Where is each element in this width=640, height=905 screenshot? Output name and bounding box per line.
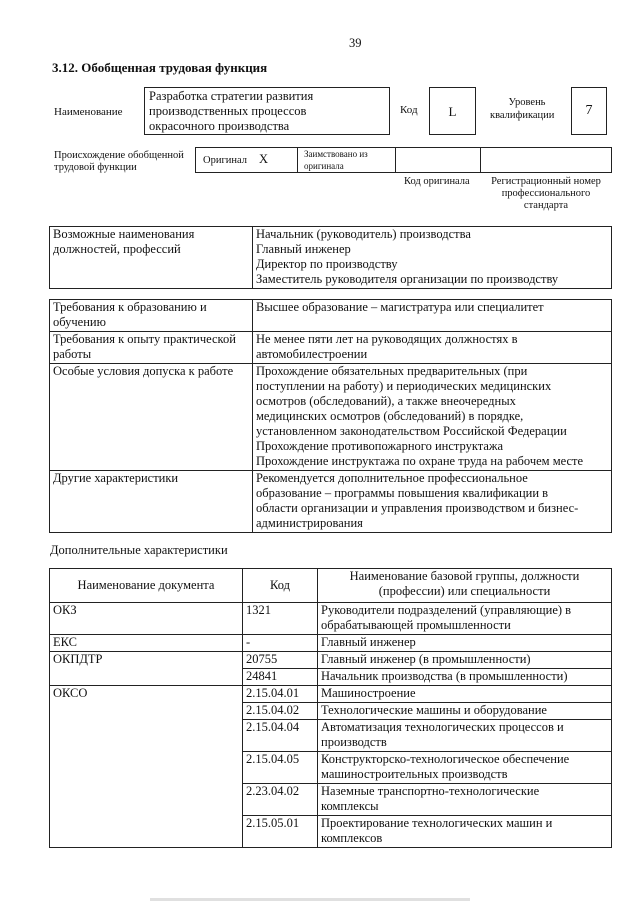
original-mark: X	[259, 152, 269, 166]
name-cell	[318, 720, 612, 752]
req-label-cell	[50, 332, 253, 364]
req-value: установленном законодательством Российской Федерации	[256, 424, 567, 438]
req-value: Высшее образование – магистратура или специалитет	[256, 300, 544, 314]
req-value: администрирования	[256, 516, 363, 530]
code-value: L	[448, 104, 457, 119]
positions-label-cell	[50, 227, 253, 289]
name-line: Руководители подразделений (управляющие) в	[321, 603, 572, 617]
req-value-cell	[253, 332, 612, 364]
positions-values-cell	[253, 227, 612, 289]
req-label-cell	[50, 300, 253, 332]
positions-label: Возможные наименования	[53, 227, 195, 241]
header-name	[318, 569, 612, 603]
level-label-1: Уровень	[508, 97, 546, 108]
header-name-line: (профессии) или специальности	[378, 584, 551, 598]
reg-number-label-1: Регистрационный номер	[491, 176, 601, 187]
name-line: Конструкторско-технологическое обеспечение	[321, 752, 570, 766]
position-item: Главный инженер	[256, 242, 351, 256]
name-cell: Машиностроение	[318, 686, 612, 703]
req-label-cell	[50, 364, 253, 471]
origin-label-2: трудовой функции	[54, 162, 137, 173]
req-label: Особые условия допуска к работе	[53, 364, 234, 378]
borrowed-label-1: Заимствовано из	[304, 149, 368, 159]
name-value-line: производственных процессов	[149, 104, 307, 118]
code-cell: 2.15.04.04	[243, 720, 318, 752]
code-cell: 24841	[243, 669, 318, 686]
page-number: 39	[349, 36, 362, 50]
name-value-line: Разработка стратегии развития	[149, 89, 314, 103]
header-doc: Наименование документа	[50, 569, 243, 603]
requirements-table	[49, 299, 612, 533]
level-label-2: квалификации	[490, 110, 555, 121]
position-item: Начальник (руководитель) производства	[256, 227, 471, 241]
reg-number-label-2: профессионального	[501, 188, 591, 199]
position-item: Директор по производству	[256, 257, 398, 271]
name-line: производств	[321, 735, 387, 749]
req-label: обучению	[53, 315, 106, 329]
code-label: Код	[400, 104, 418, 116]
code-cell: 2.15.04.01	[243, 686, 318, 703]
header-name-line: Наименование базовой группы, должности	[349, 569, 580, 583]
name-cell: Начальник производства (в промышленности)	[318, 669, 612, 686]
code-cell: 1321	[243, 603, 318, 635]
req-value: осмотров (обследований), а также внеочередных	[256, 394, 516, 408]
positions-table	[49, 226, 612, 289]
name-line: Автоматизация технологических процессов и	[321, 720, 564, 734]
req-value: области организации и управления производством и бизнес-	[256, 501, 579, 515]
scan-artifact	[150, 898, 470, 901]
header-code: Код	[243, 569, 318, 603]
req-value: медицинских осмотров (обследований) в порядке,	[256, 409, 524, 423]
name-line: Проектирование технологических машин и	[321, 816, 553, 830]
req-value: Рекомендуется дополнительное профессиональное	[256, 471, 528, 485]
origin-box	[195, 147, 612, 173]
name-cell	[318, 816, 612, 848]
origin-label-1: Происхождение обобщенной	[54, 150, 184, 161]
level-value: 7	[585, 103, 593, 118]
req-value: Не менее пяти лет на руководящих должностях в	[256, 332, 518, 346]
req-value: Прохождение инструктажа по охране труда на рабочем месте	[256, 454, 584, 468]
code-cell: 2.15.05.01	[243, 816, 318, 848]
name-line: обрабатывающей промышленности	[321, 618, 511, 632]
name-cell	[318, 603, 612, 635]
name-line: комплексов	[321, 831, 383, 845]
req-value: образование – программы повышения квалификации в	[256, 486, 549, 500]
name-label: Наименование	[54, 106, 123, 118]
name-value-box	[144, 87, 390, 135]
name-cell: Технологические машины и оборудование	[318, 703, 612, 720]
name-cell: Главный инженер (в промышленности)	[318, 652, 612, 669]
original-label: Оригинал	[203, 155, 247, 166]
doc-cell: ЕКС	[50, 635, 243, 652]
req-value: автомобилестроении	[256, 347, 368, 361]
section-title: 3.12. Обобщенная трудовая функция	[52, 60, 268, 75]
name-cell: Главный инженер	[318, 635, 612, 652]
req-label: Другие характеристики	[53, 471, 179, 485]
level-value-box	[571, 87, 607, 135]
positions-label: должностей, профессий	[53, 242, 181, 256]
code-cell: 2.23.04.02	[243, 784, 318, 816]
reg-number-label-3: стандарта	[523, 200, 569, 211]
req-value-cell	[253, 364, 612, 471]
name-cell	[318, 784, 612, 816]
name-line: машиностроительных производств	[321, 767, 508, 781]
req-value-cell	[253, 300, 612, 332]
req-value: Прохождение обязательных предварительных (при	[256, 364, 528, 378]
code-value-box	[429, 87, 476, 135]
doc-cell: ОКЗ	[50, 603, 243, 635]
code-cell: -	[243, 635, 318, 652]
doc-cell: ОКПДТР	[50, 652, 243, 686]
req-value-cell	[253, 471, 612, 533]
req-label: работы	[53, 347, 92, 361]
req-value: Прохождение противопожарного инструктажа	[256, 439, 504, 453]
name-line: Наземные транспортно-технологические	[321, 784, 540, 798]
additional-table	[49, 568, 612, 848]
name-cell	[318, 752, 612, 784]
req-label: Требования к опыту практической	[53, 332, 236, 346]
code-original-label: Код оригинала	[404, 176, 470, 187]
name-value-line: окрасочного производства	[149, 119, 290, 133]
code-cell: 2.15.04.02	[243, 703, 318, 720]
req-label: Требования к образованию и	[53, 300, 207, 314]
doc-cell: ОКСО	[50, 686, 243, 848]
code-cell: 2.15.04.05	[243, 752, 318, 784]
position-item: Заместитель руководителя организации по производству	[256, 272, 559, 286]
name-line: комплексы	[321, 799, 379, 813]
borrowed-label-2: оригинала	[304, 161, 344, 171]
req-label-cell	[50, 471, 253, 533]
code-cell: 20755	[243, 652, 318, 669]
req-value: поступлении на работу) и периодических медицинских	[256, 379, 552, 393]
additional-title: Дополнительные характеристики	[50, 543, 228, 557]
